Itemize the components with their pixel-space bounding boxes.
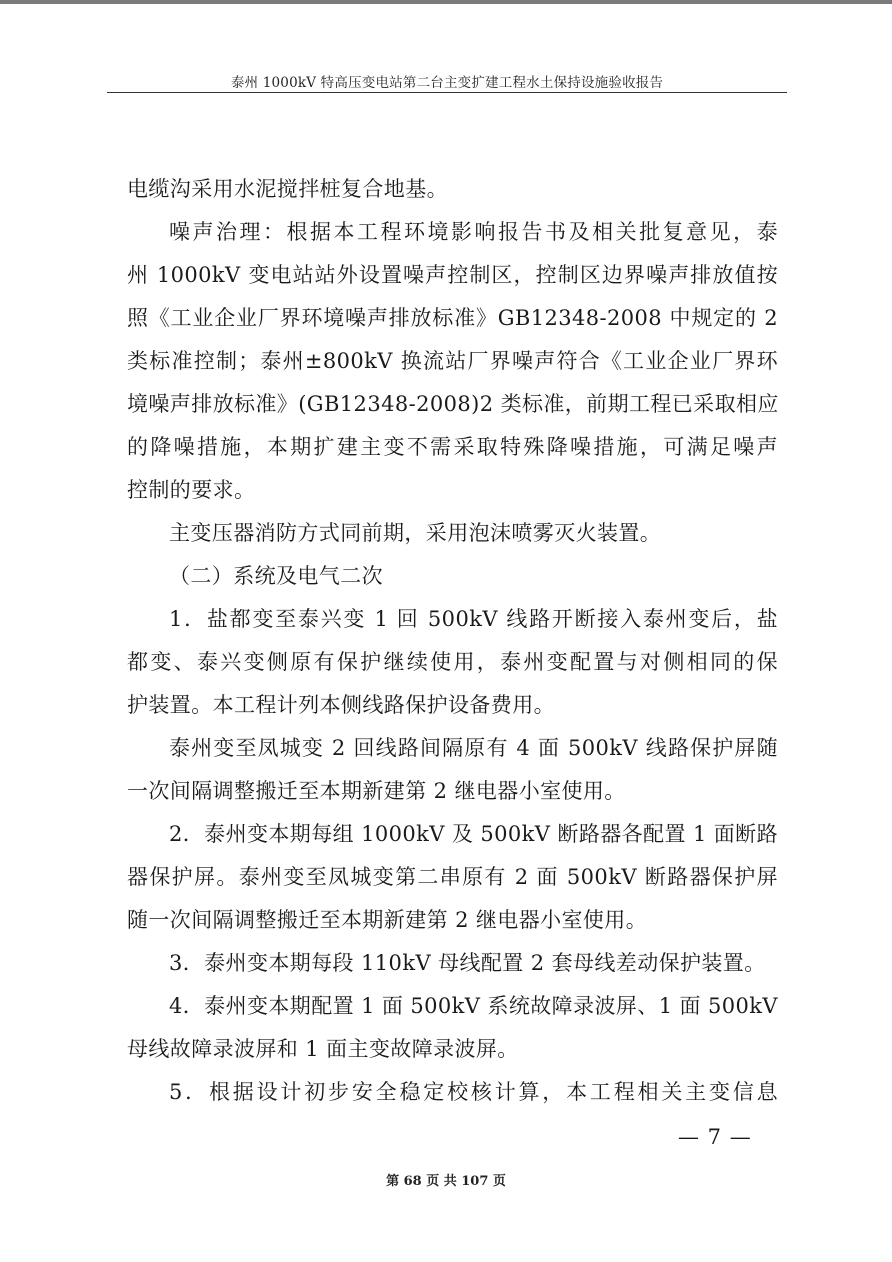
paragraph-line: 电缆沟采用水泥搅拌桩复合地基。 [127, 177, 448, 201]
paragraph-line: 噪声治理：根据本工程环境影响报告书及相关批复意见，泰 [169, 220, 778, 244]
paragraph-line: 3．泰州变本期每段 110kV 母线配置 2 套母线差动保护装置。 [169, 951, 766, 975]
paragraph-line: 都变、泰兴变侧原有保护继续使用，泰州变配置与对侧相同的保 [127, 650, 778, 674]
paragraph-line: 州 1000kV 变电站站外设置噪声控制区，控制区边界噪声排放值按 [127, 263, 778, 287]
paragraph-line: 类标准控制；泰州±800kV 换流站厂界噪声符合《工业企业厂界环 [127, 349, 778, 373]
paragraph-line: 境噪声排放标准》(GB12348-2008)2 类标准，前期工程已采取相应 [127, 392, 779, 416]
running-header: 泰州 1000kV 特高压变电站第二台主变扩建工程水土保持设施验收报告 [230, 75, 664, 91]
pdf-page-footer: 第 68 页 共 107 页 [386, 1174, 506, 1189]
scan-top-edge [0, 0, 892, 4]
paragraph-line: 一次间隔调整搬迁至本期新建第 2 继电器小室使用。 [127, 779, 626, 803]
paragraph-line: 母线故障录波屏和 1 面主变故障录波屏。 [127, 1037, 519, 1061]
body-text [127, 168, 778, 1114]
paragraph-line: 的降噪措施，本期扩建主变不需采取特殊降噪措施，可满足噪声 [127, 435, 778, 459]
paragraph-line: 2．泰州变本期每组 1000kV 及 500kV 断路器各配置 1 面断路 [169, 822, 778, 846]
inner-page-number: — 7 — [678, 1125, 752, 1149]
paragraph-line: 1．盐都变至泰兴变 1 回 500kV 线路开断接入泰州变后，盐 [169, 607, 778, 631]
paragraph-line: 护装置。本工程计列本侧线路保护设备费用。 [127, 693, 555, 717]
paragraph-line: 主变压器消防方式同前期，采用泡沫喷雾灭火装置。 [169, 521, 662, 545]
paragraph-line: 5．根据设计初步安全稳定校核计算，本工程相关主变信息 [169, 1080, 778, 1104]
header-rule [107, 92, 787, 93]
paragraph-line: 器保护屏。泰州变至凤城变第二串原有 2 面 500kV 断路器保护屏 [127, 865, 778, 889]
paragraph-line: 照《工业企业厂界环境噪声排放标准》GB12348-2008 中规定的 2 [127, 306, 778, 330]
paragraph-line: 控制的要求。 [127, 478, 256, 502]
section-heading: （二）系统及电气二次 [169, 564, 383, 588]
paragraph-line: 泰州变至凤城变 2 回线路间隔原有 4 面 500kV 线路保护屏随 [169, 736, 778, 760]
paragraph-line: 4．泰州变本期配置 1 面 500kV 系统故障录波屏、1 面 500kV [169, 994, 778, 1018]
paragraph-line: 随一次间隔调整搬迁至本期新建第 2 继电器小室使用。 [127, 908, 648, 932]
